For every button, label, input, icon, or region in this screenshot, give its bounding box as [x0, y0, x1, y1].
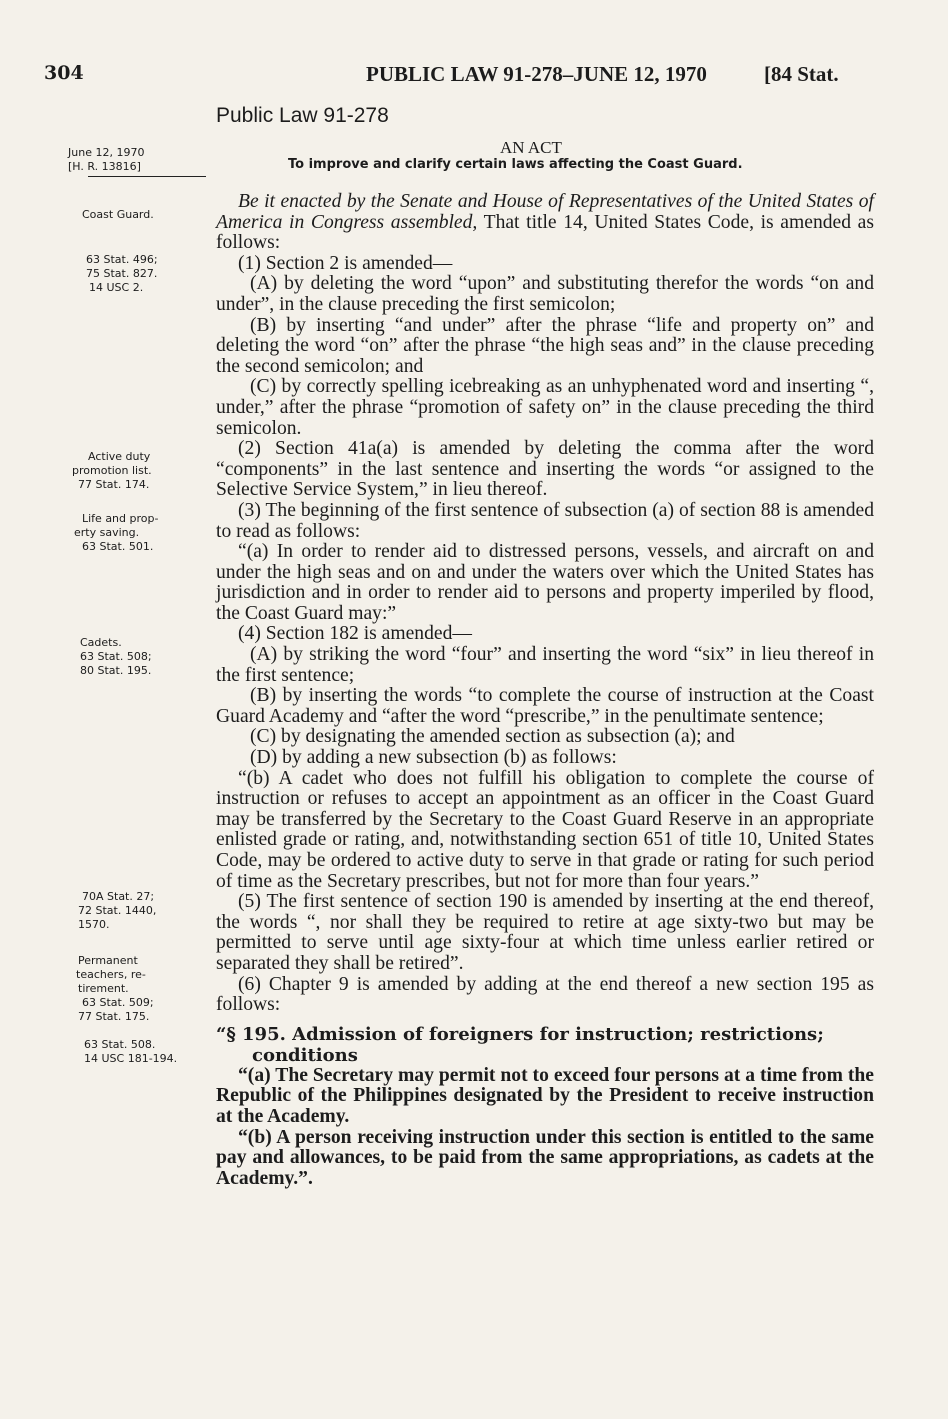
- margin-rule: [88, 176, 206, 177]
- para-4a: (A) by striking the word “four” and inserting the word “six” in lieu thereof in the first sentence;: [216, 644, 874, 686]
- an-act-label: AN ACT: [500, 138, 562, 157]
- para-5: (5) The first sentence of section 190 is amended by inserting at the end thereof, the words “, nor shall they be required to retire at age sixty-two but may be permitted to serve until age sixty-four at which time unless earlier retired or separated they shall be retired”.: [216, 891, 874, 974]
- margin-note-coast-guard: Coast Guard.: [82, 208, 154, 221]
- page-number: 304: [44, 62, 84, 84]
- para-1: (1) Section 2 is amended—: [238, 252, 453, 274]
- para-4b: (B) by inserting the words “to complete the course of instruction at the Coast Guard Academy and “after the word “prescribe,” in the penultimate sentence;: [216, 685, 874, 727]
- section-195-heading: “§ 195. Admission of foreigners for instruction; restrictions; conditions: [216, 1023, 824, 1066]
- para-4: (4) Section 182 is amended—: [238, 623, 472, 645]
- section-195-b: “(b) A person receiving instruction under this section is entitled to the same pay and allowances, to be paid from the same appropriations, as cadets at the Academy.”.: [216, 1126, 874, 1189]
- para-6: (6) Chapter 9 is amended by adding at the end thereof a new section 195 as follows:: [216, 973, 874, 1016]
- para-3: (3) The beginning of the first sentence of subsection (a) of section 88 is amended to read as follows:: [216, 499, 874, 542]
- section-195-a: “(a) The Secretary may permit not to exceed four persons at a time from the Republic of the Philippines designated by the President to receive instruction at the Academy.: [216, 1064, 874, 1127]
- para-1b: (B) by inserting “and under” after the phrase “life and property on” and deleting the word “on” after the phrase “the high seas and” in the clause preceding the second semicolon; and: [216, 314, 874, 377]
- para-1c: (C) by correctly spelling icebreaking as an unhyphenated word and inserting “, under,” after the phrase “promotion of safety on” in the clause preceding the third semicolon.: [216, 376, 874, 439]
- margin-bill: [H. R. 13816]: [68, 160, 141, 173]
- margin-note-date-bill: [68, 146, 218, 174]
- enacting-clause: Be it enacted by the Senate and House of Representatives of the United States of America in Congress assembled, That title 14, United States Code, is amended as follows:: [216, 191, 874, 254]
- margin-note-life-property: Life and prop- erty saving. 63 Stat. 501.: [74, 512, 159, 553]
- para-4d: (D) by adding a new subsection (b) as follows:: [250, 747, 617, 769]
- para-2: (2) Section 41a(a) is amended by deleting the comma after the word “components” in the last sentence and inserting the words “or assigned to the Selective Service System,” in lieu thereof.: [216, 438, 874, 501]
- margin-note-cite1: 63 Stat. 496; 75 Stat. 827. 14 USC 2.: [86, 253, 158, 294]
- margin-date: June 12, 1970: [68, 146, 145, 159]
- para-4-quote: “(b) A cadet who does not fulfill his obligation to complete the course of instruction or refuses to accept an appointment as an officer in the Coast Guard may be transferred by the Secretary to the Coast Guard Reserve in an appropriate enlisted grade or rating, and, notwithstanding section 651 of title 10, United States Code, may be ordered to active duty to serve in that grade or rating for such period of time as the Secretary prescribes, but not for more than four years.”: [216, 767, 874, 892]
- margin-note-permanent: Permanent teachers, re- tirement. 63 Stat. 509; 77 Stat. 175.: [76, 954, 154, 1023]
- para-1a: (A) by deleting the word “upon” and substituting therefor the words “on and under”, in the clause preceding the first semicolon;: [216, 273, 874, 315]
- para-3-quote: “(a) In order to render aid to distressed persons, vessels, and aircraft on and under the high seas and on and under the waters over which the United States has jurisdiction and in order to render aid to persons and property imperiled by flood, the Coast Guard may:”: [216, 541, 874, 624]
- margin-note-cadets: Cadets. 63 Stat. 508; 80 Stat. 195.: [80, 636, 152, 677]
- running-title: PUBLIC LAW 91-278–JUNE 12, 1970: [366, 62, 707, 86]
- para-4c: (C) by designating the amended section as subsection (a); and: [250, 726, 735, 748]
- statute-volume: [84 Stat.: [764, 62, 839, 86]
- margin-note-70a: 70A Stat. 27; 72 Stat. 1440, 1570.: [78, 890, 157, 931]
- margin-note-cite63: 63 Stat. 508. 14 USC 181-194.: [84, 1038, 178, 1065]
- act-body: [216, 192, 874, 1189]
- law-title: Public Law 91-278: [216, 104, 389, 127]
- act-purpose: To improve and clarify certain laws affecting the Coast Guard.: [288, 157, 743, 172]
- margin-note-active-duty: Active duty promotion list. 77 Stat. 174.: [72, 450, 152, 491]
